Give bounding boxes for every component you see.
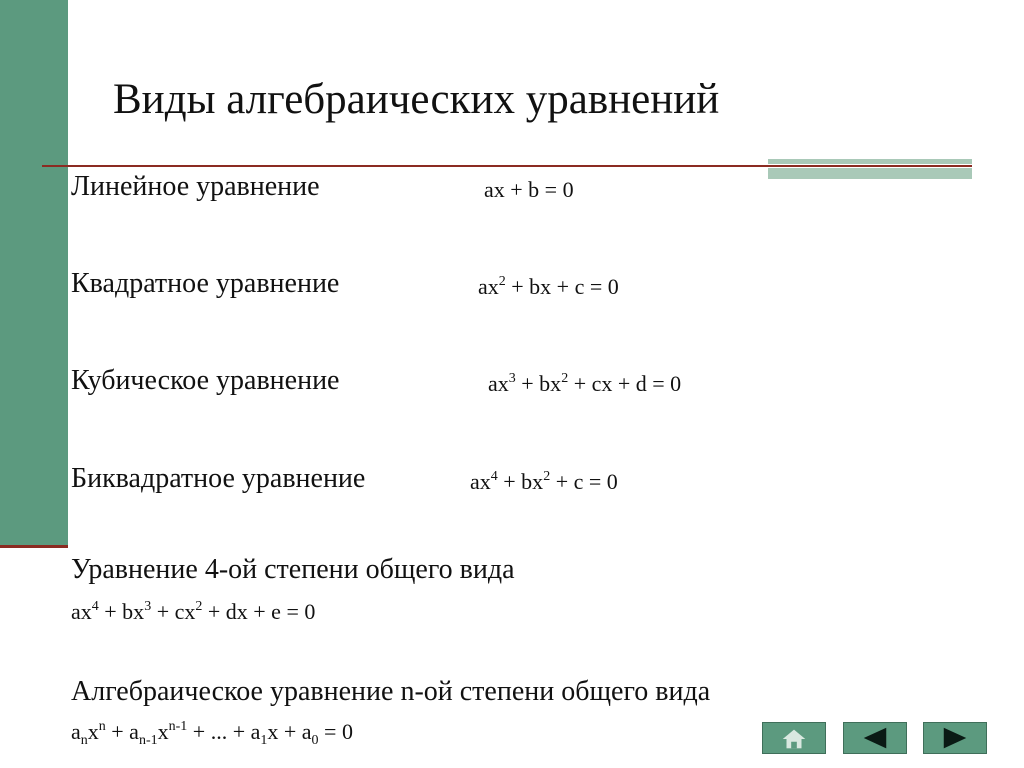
next-slide-button[interactable] <box>923 722 987 754</box>
home-icon <box>763 723 825 753</box>
equation-label-linear: Линейное уравнение <box>71 171 320 202</box>
slide-title: Виды алгебраических уравнений <box>113 76 720 123</box>
equation-label-nth-degree: Алгебраическое уравнение n-ой степени общего вида <box>71 676 711 707</box>
decorative-stripe-bottom <box>768 168 972 179</box>
equation-label-biquadratic: Биквадратное уравнение <box>71 463 366 494</box>
title-divider <box>42 165 972 167</box>
equation-formula-quadratic: $ax^2$ + bx + c = 0 <box>478 274 619 299</box>
equation-label-quartic-general: Уравнение 4-ой степени общего вида <box>71 554 515 585</box>
previous-slide-button[interactable] <box>843 722 907 754</box>
equation-formula-linear: ax + b = 0 <box>484 177 574 202</box>
equation-formula-biquadratic: $ax^4 + bx^2 + c = 0$ <box>470 469 618 494</box>
side-bar-rule <box>0 545 68 548</box>
arrow-left-icon <box>844 723 906 753</box>
home-button[interactable] <box>762 722 826 754</box>
arrow-right-icon <box>924 723 986 753</box>
equation-label-cubic: Кубическое уравнение <box>71 365 340 396</box>
equation-formula-quartic-general: $ax^4 + bx^3 + cx^2$ + dx + e = 0 <box>71 599 316 624</box>
equation-formula-nth-degree: $a_nx^n + a_{n-1}x^{n-1}$ + ... + $a_1x + a_0 = 0$ <box>71 719 353 748</box>
equation-label-quadratic: Квадратное уравнение <box>71 268 340 299</box>
decorative-side-bar <box>0 0 68 548</box>
equation-formula-cubic: $ax^3 + bx^2$ + cx + d = 0 <box>488 371 682 396</box>
decorative-stripe-top <box>768 159 972 164</box>
